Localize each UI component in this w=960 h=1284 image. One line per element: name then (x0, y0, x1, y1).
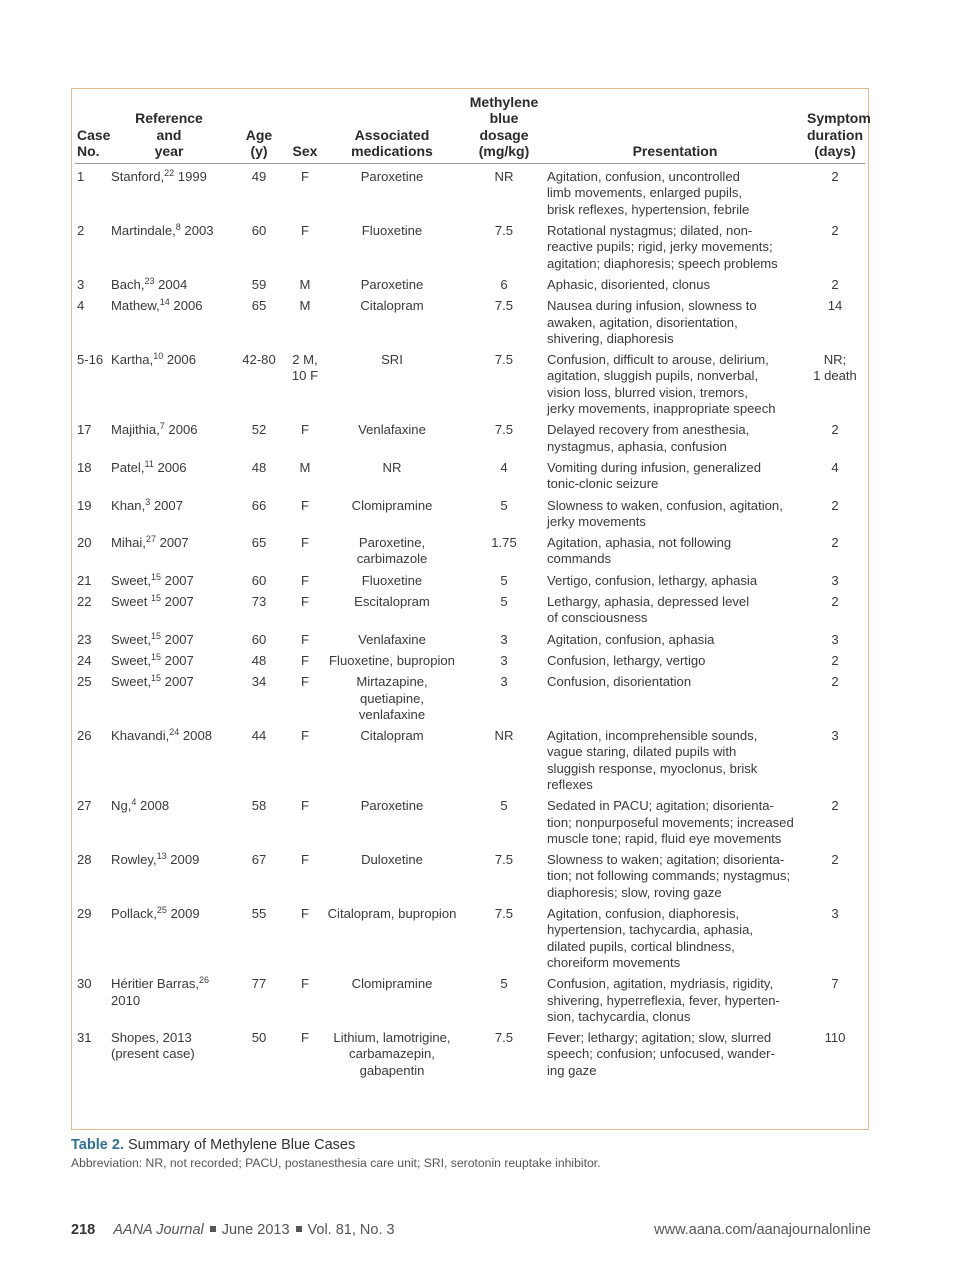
presentation: Fever; lethargy; agitation; slow, slurred speech; confusion; unfocused, wander- ing gaze (547, 1030, 775, 1078)
age: 49 (251, 169, 267, 185)
page-footer (71, 1222, 871, 1238)
journal-url[interactable]: www.aana.com/aanajournalonline (654, 1222, 871, 1238)
sex: F (301, 631, 309, 647)
case-number: 1 (77, 169, 85, 185)
methylene-blue-dosage: 7.5 (494, 352, 514, 368)
methylene-blue-dosage: 3 (500, 631, 508, 647)
methylene-blue-dosage: 3 (500, 652, 508, 668)
age: 48 (251, 459, 267, 475)
table-row (75, 847, 865, 901)
reference-year: Sweet $^{15}$ 2007 (111, 593, 194, 610)
age: 58 (251, 798, 267, 814)
header-dosage: Methylene blue dosage (mg/kg) (463, 93, 545, 164)
age: 50 (251, 1030, 267, 1046)
separator-square (210, 1226, 216, 1232)
header-sex: Sex (289, 93, 321, 164)
reference-year: Sweet,$^{15}$ 2007 (111, 651, 194, 668)
methylene-blue-dosage: 5 (500, 976, 508, 992)
reference-citation: 15 (151, 593, 162, 604)
age: 77 (251, 976, 267, 992)
case-number: 3 (77, 276, 85, 292)
symptom-duration: 3 (831, 728, 839, 744)
reference-citation: 8 (175, 222, 181, 233)
associated-medications: Paroxetine (360, 169, 424, 185)
methylene-blue-dosage: 5 (500, 497, 508, 513)
methylene-blue-dosage: NR (494, 169, 514, 185)
symptom-duration: 7 (831, 976, 839, 992)
reference-citation: 11 (144, 458, 154, 469)
reference-citation: 22 (164, 168, 175, 179)
sex: F (301, 906, 309, 922)
symptom-duration: NR; 1 death (813, 352, 857, 384)
case-number: 24 (77, 652, 92, 668)
reference-citation: 26 (199, 975, 210, 986)
sex: F (301, 422, 309, 438)
case-number: 18 (77, 459, 92, 475)
table-row (75, 723, 865, 793)
case-number: 19 (77, 497, 92, 513)
methylene-blue-dosage: 1.75 (491, 535, 517, 551)
symptom-duration: 2 (831, 276, 839, 292)
journal-name: AANA Journal (113, 1222, 204, 1238)
presentation: Agitation, confusion, diaphoresis, hypertension, tachycardia, aphasia, dilated pupils, cortical blindness, choreiform movements (547, 906, 753, 970)
table-row (75, 293, 865, 347)
age: 55 (251, 906, 267, 922)
table-row (75, 417, 865, 455)
associated-medications: Citalopram (360, 298, 424, 314)
reference-citation: 4 (131, 797, 137, 808)
presentation: Slowness to waken, confusion, agitation, jerky movements (547, 497, 783, 529)
associated-medications: SRI (381, 352, 403, 368)
reference-citation: 15 (151, 571, 162, 582)
methylene-blue-dosage: 7.5 (494, 852, 514, 868)
methylene-blue-dosage: 7.5 (494, 906, 514, 922)
table-row (75, 272, 865, 293)
table-row (75, 218, 865, 272)
symptom-duration: 2 (831, 422, 839, 438)
page-number: 218 (71, 1222, 96, 1238)
symptom-duration: 3 (831, 906, 839, 922)
associated-medications: Citalopram (360, 728, 424, 744)
header-medications: Associated medications (321, 93, 463, 164)
case-number: 5-16 (77, 352, 104, 368)
case-number: 20 (77, 535, 92, 551)
case-number: 23 (77, 631, 92, 647)
reference-year: Ng,$^4$ 2008 (111, 797, 170, 814)
case-number: 27 (77, 798, 92, 814)
associated-medications: Lithium, lamotrigine, carbamazepin, gabapentin (333, 1030, 451, 1078)
case-number: 4 (77, 298, 85, 314)
reference-year: Stanford,$^{22}$ 1999 (111, 168, 207, 185)
associated-medications: Citalopram, bupropion (327, 906, 457, 922)
reference-year: Majithia,$^7$ 2006 (111, 421, 198, 438)
age: 42-80 (242, 352, 276, 368)
age: 48 (251, 652, 267, 668)
reference-citation: 25 (156, 905, 167, 916)
methylene-blue-dosage: 7.5 (494, 298, 514, 314)
table-row (75, 455, 865, 493)
reference-citation: 27 (145, 534, 156, 545)
presentation: Rotational nystagmus; dilated, non- reactive pupils; rigid, jerky movements; agitation; diaphoresis; speech problems (547, 223, 778, 271)
age: 65 (251, 535, 267, 551)
presentation: Confusion, disorientation (547, 674, 692, 690)
table-row (75, 901, 865, 971)
caption-abbreviation: Abbreviation: NR, not recorded; PACU, postanesthesia care unit; SRI, serotonin reuptake inhibitor. (71, 1156, 601, 1170)
table-row (75, 669, 865, 723)
table-row (75, 627, 865, 648)
reference-citation: 23 (144, 275, 155, 286)
reference-year: Mathew,$^{14}$ 2006 (111, 297, 203, 314)
case-number: 29 (77, 906, 92, 922)
symptom-duration: 2 (831, 798, 839, 814)
associated-medications: Paroxetine (360, 276, 424, 292)
reference-year: Khan,$^3$ 2007 (111, 496, 184, 513)
presentation: Lethargy, aphasia, depressed level of consciousness (547, 594, 750, 626)
case-number: 22 (77, 594, 92, 610)
associated-medications: Duloxetine (361, 852, 423, 868)
symptom-duration: 110 (824, 1030, 846, 1046)
methylene-blue-dosage: 5 (500, 594, 508, 610)
sex: F (301, 728, 309, 744)
associated-medications: Clomipramine (351, 976, 433, 992)
presentation: Agitation, incomprehensible sounds, vague staring, dilated pupils with sluggish response, myoclonus, brisk reflexes (547, 728, 758, 792)
table-header-row (75, 93, 865, 164)
caption-title: Summary of Methylene Blue Cases (127, 1137, 356, 1153)
presentation: Nausea during infusion, slowness to awaken, agitation, disorientation, shivering, diaphoresis (547, 298, 757, 346)
reference-year: Bach,$^{23}$ 2004 (111, 275, 188, 292)
age: 67 (251, 852, 267, 868)
separator-square (296, 1226, 302, 1232)
issue-date: June 2013 (221, 1222, 290, 1238)
reference-year: Patel,$^{11}$ 2006 (111, 458, 187, 475)
reference-year: Shopes, 2013 (present case) (111, 1030, 195, 1062)
table-row (75, 971, 865, 1025)
sex: F (301, 594, 309, 610)
sex: F (301, 798, 309, 814)
reference-year: Pollack,$^{25}$ 2009 (111, 905, 200, 922)
case-number: 25 (77, 674, 92, 690)
reference-year: Sweet,$^{15}$ 2007 (111, 630, 194, 647)
sex: F (301, 497, 309, 513)
sex: F (301, 674, 309, 690)
table-row (75, 347, 865, 417)
sex: F (301, 223, 309, 239)
symptom-duration: 2 (831, 652, 839, 668)
associated-medications: Fluoxetine (361, 223, 423, 239)
age: 34 (251, 674, 267, 690)
associated-medications: Escitalopram (354, 594, 430, 610)
reference-year: Rowley,$^{13}$ 2009 (111, 851, 200, 868)
sex: M (299, 298, 311, 314)
case-number: 31 (77, 1030, 92, 1046)
sex: F (301, 572, 309, 588)
case-number: 26 (77, 728, 92, 744)
table-row (75, 568, 865, 589)
associated-medications: Fluoxetine (361, 572, 423, 588)
reference-citation: 24 (169, 727, 180, 738)
age: 66 (251, 497, 267, 513)
methylene-blue-dosage: 4 (500, 459, 508, 475)
symptom-duration: 2 (831, 497, 839, 513)
reference-year: Kartha,$^{10}$ 2006 (111, 351, 197, 368)
reference-year: Mihai,$^{27}$ 2007 (111, 534, 189, 551)
symptom-duration: 2 (831, 169, 839, 185)
table-row (75, 530, 865, 568)
presentation: Delayed recovery from anesthesia, nystagmus, aphasia, confusion (547, 422, 750, 454)
methylene-blue-dosage: 6 (500, 276, 508, 292)
age: 65 (251, 298, 267, 314)
table-row (75, 648, 865, 669)
table-row (75, 589, 865, 627)
symptom-duration: 2 (831, 852, 839, 868)
case-number: 28 (77, 852, 92, 868)
age: 73 (251, 594, 267, 610)
age: 59 (251, 276, 267, 292)
sex: M (299, 276, 311, 292)
volume: Vol. 81, No. 3 (307, 1222, 395, 1238)
age: 60 (251, 572, 267, 588)
sex: F (301, 652, 309, 668)
table-row (75, 793, 865, 847)
symptom-duration: 3 (831, 572, 839, 588)
case-number: 21 (77, 572, 92, 588)
methylene-blue-dosage: 5 (500, 798, 508, 814)
table-row (75, 493, 865, 531)
age: 44 (251, 728, 267, 744)
presentation: Vomiting during infusion, generalized tonic-clonic seizure (547, 459, 762, 492)
reference-citation: 7 (159, 421, 165, 432)
associated-medications: Venlafaxine (358, 631, 426, 647)
presentation: Sedated in PACU; agitation; disorienta- tion; nonpurposeful movements; increased muscle tone; rapid, fluid eye movements (547, 798, 794, 846)
reference-citation: 10 (153, 351, 164, 362)
table-row (75, 1025, 865, 1079)
symptom-duration: 4 (831, 459, 839, 475)
symptom-duration: 2 (831, 223, 839, 239)
sex: F (301, 976, 309, 992)
header-presentation: Presentation (545, 93, 805, 164)
associated-medications: Clomipramine (351, 497, 433, 513)
symptom-duration: 2 (831, 535, 839, 551)
methylene-blue-dosage: NR (494, 728, 514, 744)
associated-medications: Paroxetine, carbimazole (356, 535, 428, 567)
methylene-blue-dosage: 7.5 (494, 422, 514, 438)
presentation: Confusion, lethargy, vertigo (547, 652, 706, 668)
presentation: Confusion, agitation, mydriasis, rigidity, shivering, hyperreflexia, fever, hyperten- sion, tachycardia, clonus (547, 976, 780, 1024)
methylene-blue-dosage: 7.5 (494, 1030, 514, 1046)
reference-year: Héritier Barras,$^{26}$ 2010 (111, 975, 210, 1008)
header-age: Age (y) (229, 93, 289, 164)
presentation: Slowness to waken; agitation; disorienta- tion; not following commands; nystagmus; diaphoresis; slow, roving gaze (547, 852, 791, 900)
age: 60 (251, 631, 267, 647)
reference-citation: 15 (151, 651, 162, 662)
sex: 2 M, 10 F (291, 352, 319, 384)
table-caption (71, 1137, 355, 1153)
reference-citation: 14 (159, 297, 170, 308)
case-number: 30 (77, 976, 92, 992)
sex: F (301, 852, 309, 868)
header-duration: Symptom duration (days) (805, 93, 865, 164)
associated-medications: Paroxetine (360, 798, 424, 814)
sex: M (299, 459, 311, 475)
reference-year: Martindale,$^8$ 2003 (111, 222, 214, 239)
presentation: Agitation, confusion, aphasia (547, 631, 715, 647)
presentation: Confusion, difficult to arouse, delirium, agitation, sluggish pupils, nonverbal, vision loss, blurred vision, tremors, jerky movements, inappropriate speech (547, 352, 776, 417)
associated-medications: Fluoxetine, bupropion (329, 652, 455, 668)
sex: F (301, 535, 309, 551)
caption-label: Table 2. (71, 1137, 124, 1153)
methylene-blue-cases-table (75, 93, 871, 1079)
symptom-duration: 2 (831, 594, 839, 610)
sex: F (301, 1030, 309, 1046)
presentation: Agitation, aphasia, not following commands (547, 535, 732, 567)
symptom-duration: 3 (831, 631, 839, 647)
reference-year: Sweet,$^{15}$ 2007 (111, 673, 194, 690)
age: 52 (251, 422, 267, 438)
reference-citation: 15 (151, 673, 162, 684)
associated-medications: Mirtazapine, quetiapine, venlafaxine (356, 674, 428, 722)
reference-citation: 13 (156, 851, 167, 862)
reference-year: Sweet,$^{15}$ 2007 (111, 571, 194, 588)
case-number: 2 (77, 223, 85, 239)
reference-citation: 15 (151, 630, 162, 641)
case-number: 17 (77, 422, 92, 438)
symptom-duration: 2 (831, 674, 839, 690)
header-reference: Reference and year (109, 93, 229, 164)
age: 60 (251, 223, 267, 239)
presentation: Agitation, confusion, uncontrolled limb movements, enlarged pupils, brisk reflexes, hypertension, febrile (547, 169, 750, 217)
reference-citation: 3 (145, 496, 151, 507)
presentation: Aphasic, disoriented, clonus (547, 276, 711, 292)
sex: F (301, 169, 309, 185)
associated-medications: NR (382, 459, 402, 475)
associated-medications: Venlafaxine (358, 422, 426, 438)
reference-year: Khavandi,$^{24}$ 2008 (111, 727, 213, 744)
methylene-blue-dosage: 7.5 (494, 223, 514, 239)
methylene-blue-dosage: 3 (500, 674, 508, 690)
presentation: Vertigo, confusion, lethargy, aphasia (547, 572, 758, 588)
header-case: Case No. (75, 93, 109, 164)
methylene-blue-dosage: 5 (500, 572, 508, 588)
table-row (75, 164, 865, 218)
symptom-duration: 14 (827, 298, 843, 314)
